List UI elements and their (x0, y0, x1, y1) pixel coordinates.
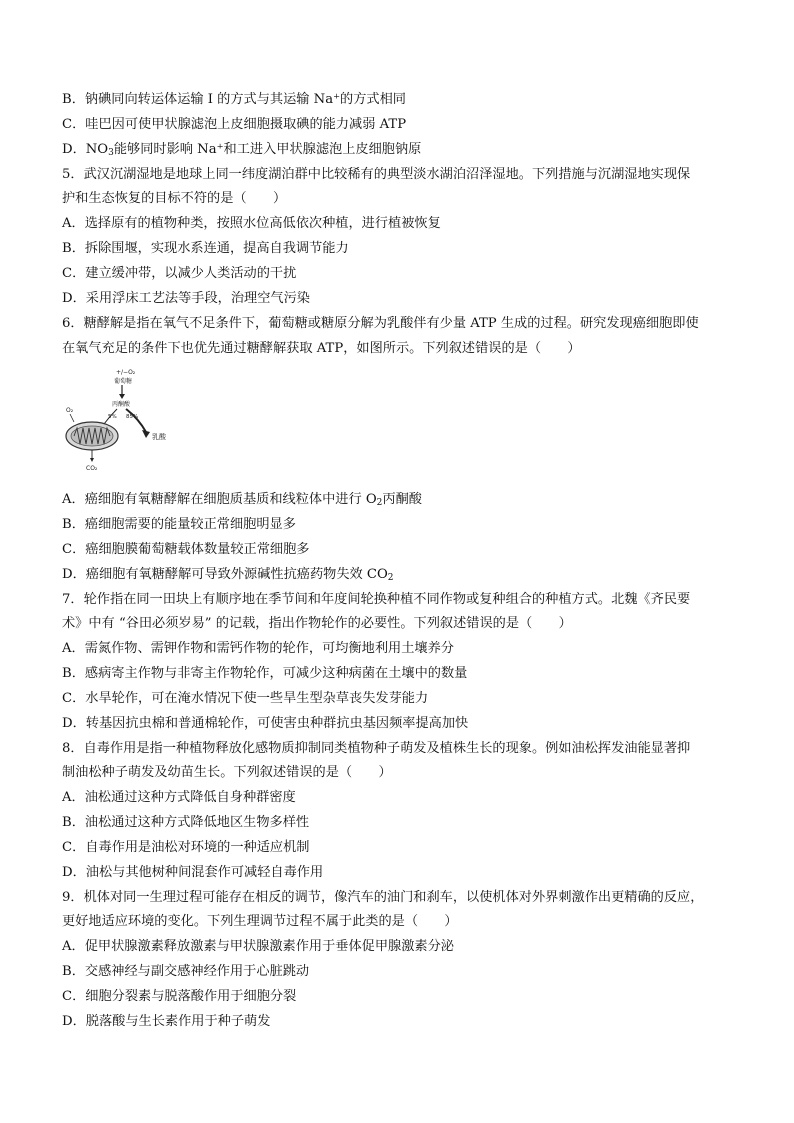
pct-lactate-label: 85% (126, 414, 139, 420)
q9-option-d: D．脱落酸与生长素作用于种子萌发 (62, 1014, 271, 1029)
q9-stem-line-1: 9．机体对同一生理过程可能存在相反的调节，像汽车的油门和刹车，以使机体对外界刺激作出更精确的反应， (62, 890, 704, 905)
q4-option-b: B．钠碘同向转运体运输 I 的方式与其运输 Na⁺的方式相同 (62, 92, 406, 107)
q7-option-c: C．水旱轮作，可在淹水情况下使一些旱生型杂草丧失发芽能力 (62, 691, 429, 706)
o2-label: O₂ (66, 407, 74, 414)
q8-option-b: B．油松通过这种方式降低地区生物多样性 (62, 815, 310, 830)
q6-stem-line-1: 6．糖酵解是指在氧气不足条件下，葡萄糖或糖原分解为乳酸伴有少量 ATP 生成的过程。研究发现癌细胞即使 (62, 316, 699, 331)
q6-option-a-post: 丙酮酸 (382, 492, 422, 507)
q6-option-c: C．癌细胞膜葡萄糖载体数量较正常细胞多 (62, 542, 310, 557)
mitochondrion-icon (66, 422, 118, 450)
glucose-label: 葡萄糖 (114, 378, 133, 385)
q9-option-b: B．交感神经与副交感神经作用于心脏跳动 (62, 964, 310, 979)
lactate-arrow (126, 409, 146, 432)
q6-option-d-sub: 2 (387, 573, 394, 583)
glycolysis-diagram (62, 366, 182, 476)
q8-stem-line-2: 制油松种子萌发及幼苗生长。下列叙述错误的是（ ） (62, 765, 392, 780)
q7-stem-line-2: 术》中有 “谷田必须岁易” 的记载，指出作物轮作的必要性。下列叙述错误的是（ ） (62, 616, 572, 631)
co2-arrowhead (90, 458, 94, 462)
pct-mito-label: 5% (108, 414, 117, 420)
lactate-arrowhead (142, 430, 150, 438)
lactate-label: 乳酸 (152, 433, 166, 441)
q4-option-d-sub: 3 (108, 148, 114, 158)
q7-stem-line-1: 7．轮作指在同一田块上有顺序地在季节间和年度间轮换种植不同作物或复种组合的种植方式。北魏《齐民要 (62, 592, 691, 607)
q6-option-a (62, 490, 742, 513)
q4-option-d (62, 140, 742, 163)
q7-option-d: D．转基因抗虫棉和普通棉轮作，可使害虫种群抗虫基因频率提高加快 (62, 716, 469, 731)
q8-stem-line-1: 8．自毒作用是指一种植物释放化感物质抑制同类植物种子萌发及植株生长的现象。例如油松挥发油能显著抑 (62, 741, 691, 756)
q6-stem-line-2: 在氧气充足的条件下也优先通过糖酵解获取 ATP，如图所示。下列叙述错误的是（ ） (62, 341, 581, 356)
q6-option-d-pre: D．癌细胞有氧糖酵解可导致外源碱性抗癌药物失效 CO (62, 567, 388, 582)
q7-option-b: B．感病寄主作物与非寄主作物轮作，可减少这种病菌在土壤中的数量 (62, 666, 468, 681)
q5-stem-line-2: 护和生态恢复的目标不符的是（ ） (62, 191, 287, 206)
q5-option-c: C．建立缓冲带，以减少人类活动的干扰 (62, 266, 297, 281)
o2-arrow (70, 414, 74, 422)
q8-option-d: D．油松与其他树种间混套作可减轻自毒作用 (62, 865, 324, 880)
q4-option-d-pre: D．NO (62, 142, 109, 157)
o2-toggle-label: +/−O₂ (116, 369, 136, 376)
q6-option-a-sub: 2 (376, 498, 383, 508)
q5-option-a: A．选择原有的植物种类，按照水位高低依次种植，进行植被恢复 (62, 216, 441, 231)
q5-stem-line-1: 5．武汉沉湖湿地是地球上同一纬度湖泊群中比较稀有的典型淡水湖泊沼泽湿地。下列措施与沉湖湿地实现保 (62, 167, 691, 182)
pyruvate-label: 丙酮酸 (112, 401, 131, 408)
q8-option-c: C．自毒作用是油松对环境的一种适应机制 (62, 840, 310, 855)
q4-option-c: C．哇巴因可使甲状腺滤泡上皮细胞摄取碘的能力减弱 ATP (62, 117, 407, 132)
q9-option-c: C．细胞分裂素与脱落酸作用于细胞分裂 (62, 989, 297, 1004)
q5-option-d: D．采用浮床工艺法等手段，治理空气污染 (62, 291, 310, 306)
q5-option-b: B．拆除围堰，实现水系连通，提高自我调节能力 (62, 241, 349, 256)
q6-option-a-pre: A．癌细胞有氧糖酵解在细胞质基质和线粒体中进行 O (62, 492, 377, 507)
co2-label: CO₂ (86, 465, 98, 472)
q6-option-d (62, 565, 742, 588)
glucose-arrowhead (119, 394, 125, 399)
q4-option-d-post: 能够同时影响 Na⁺和工进入甲状腺滤泡上皮细胞钠原 (113, 142, 422, 157)
q6-option-b: B．癌细胞需要的能量较正常细胞明显多 (62, 517, 296, 532)
q7-option-a: A．需氮作物、需钾作物和需钙作物的轮作，可均衡地利用土壤养分 (62, 641, 454, 656)
q8-option-a: A．油松通过这种方式降低自身种群密度 (62, 790, 296, 805)
q9-stem-line-2: 更好地适应环境的变化。下列生理调节过程不属于此类的是（ ） (62, 914, 458, 929)
q9-option-a: A．促甲状腺激素释放激素与甲状腺激素作用于垂体促甲腺激素分泌 (62, 939, 454, 954)
